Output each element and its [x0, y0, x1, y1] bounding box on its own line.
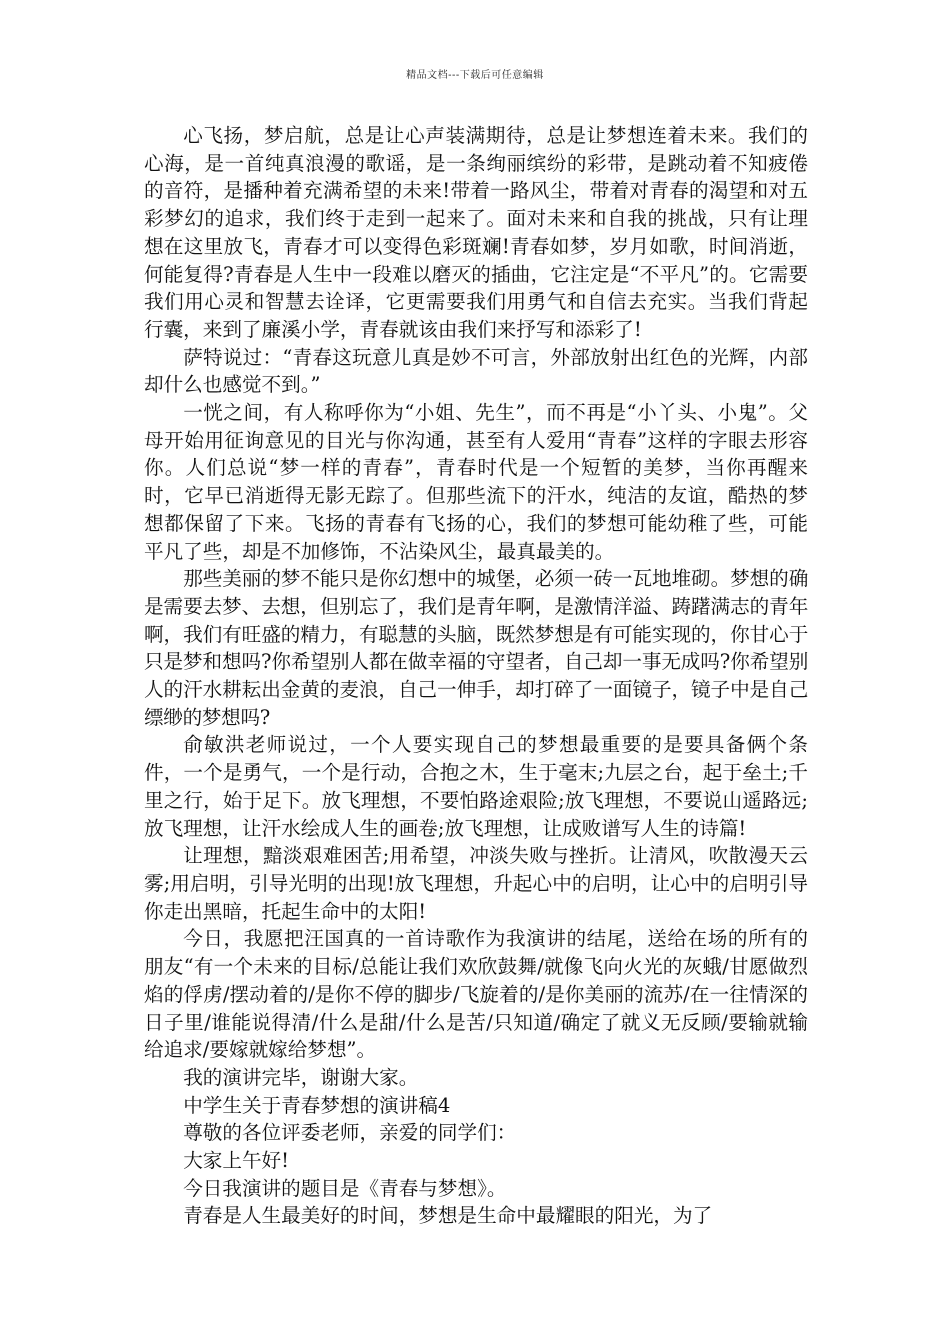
paragraph: 今日，我愿把汪国真的一首诗歌作为我演讲的结尾，送给在场的所有的朋友“有一个未来的目标/总能让我们欢欣鼓舞/就像飞向火光的灰蛾/甘愿做烈焰的俘虏/摆动着的/是你不停的脚步/飞旋着的/是你美丽的流苏/在一往情深的日子里/谁能说得清/什么是甜/什么是苦/只知道/确定了就义无反顾/要输就输给追求/要嫁就嫁给梦想”。	[144, 927, 808, 1062]
page-header: 精品文档---下载后可任意编辑	[406, 70, 544, 81]
paragraph: 俞敏洪老师说过，一个人要实现自己的梦想最重要的是要具备俩个条件，一个是勇气，一个是行动，合抱之木，生于毫末;九层之台，起于垒土;千里之行，始于足下。放飞理想，不要怕路途艰险;放飞理想，不要说山遥路远;放飞理想，让汗水绘成人生的画卷;放飞理想，让成败谱写人生的诗篇!	[144, 733, 808, 840]
paragraph: 今日我演讲的题目是《青春与梦想》。	[183, 1176, 507, 1200]
paragraph: 大家上午好!	[183, 1149, 290, 1173]
paragraph: 青春是人生最美好的时间，梦想是生命中最耀眼的阳光，为了	[183, 1204, 713, 1228]
document-body	[144, 122, 808, 1230]
paragraph: 那些美丽的梦不能只是你幻想中的城堡，必须一砖一瓦地堆砌。梦想的确是需要去梦、去想，但别忘了，我们是青年啊，是激情洋溢、踌躇满志的青年啊，我们有旺盛的精力，有聪慧的头脑，既然梦想是有可能实现的，你甘心于只是梦和想吗?你希望别人都在做幸福的守望者，自己却一事无成吗?你希望别人的汗水耕耘出金黄的麦浪，自己一伸手，却打碎了一面镜子，镜子中是自己缥缈的梦想吗?	[144, 567, 808, 729]
paragraph: 心飞扬，梦启航，总是让心声装满期待，总是让梦想连着未来。我们的心海，是一首纯真浪漫的歌谣，是一条绚丽缤纷的彩带，是跳动着不知疲倦的音符，是播种着充满希望的未来!带着一路风尘，带着对青春的渴望和对五彩梦幻的追求，我们终于走到一起来了。面对未来和自我的挑战，只有让理想在这里放飞，青春才可以变得色彩斑斓!青春如梦，岁月如歌，时间消逝，何能复得?青春是人生中一段难以磨灭的插曲，它注定是“不平凡”的。它需要我们用心灵和智慧去诠译，它更需要我们用勇气和自信去充实。当我们背起行囊，来到了廉溪小学，青春就该由我们来抒写和添彩了!	[144, 124, 808, 341]
paragraph: 让理想，黯淡艰难困苦;用希望，冲淡失败与挫折。让清风，吹散漫天云雾;用启明，引导光明的出现!放飞理想，升起心中的启明，让心中的启明引导你走出黑暗，托起生命中的太阳!	[144, 844, 808, 923]
paragraph: 萨特说过：“青春这玩意儿真是妙不可言，外部放射出红色的光辉，内部却什么也感觉不到。”	[144, 345, 808, 397]
section-title: 中学生关于青春梦想的演讲稿4	[183, 1093, 451, 1117]
paragraph: 一恍之间，有人称呼你为“小姐、先生”，而不再是“小丫头、小鬼”。父母开始用征询意见的目光与你沟通，甚至有人爱用“青春”这样的字眼去形容你。人们总说“梦一样的青春”，青春时代是一个短暂的美梦，当你再醒来时，它早已消逝得无影无踪了。但那些流下的汗水，纯洁的友谊，酷热的梦想都保留了下来。飞扬的青春有飞扬的心，我们的梦想可能幼稚了些，可能平凡了些，却是不加修饰，不沾染风尘，最真最美的。	[144, 401, 808, 563]
salutation: 尊敬的各位评委老师，亲爱的同学们：	[183, 1121, 517, 1145]
paragraph: 我的演讲完毕，谢谢大家。	[183, 1065, 419, 1089]
